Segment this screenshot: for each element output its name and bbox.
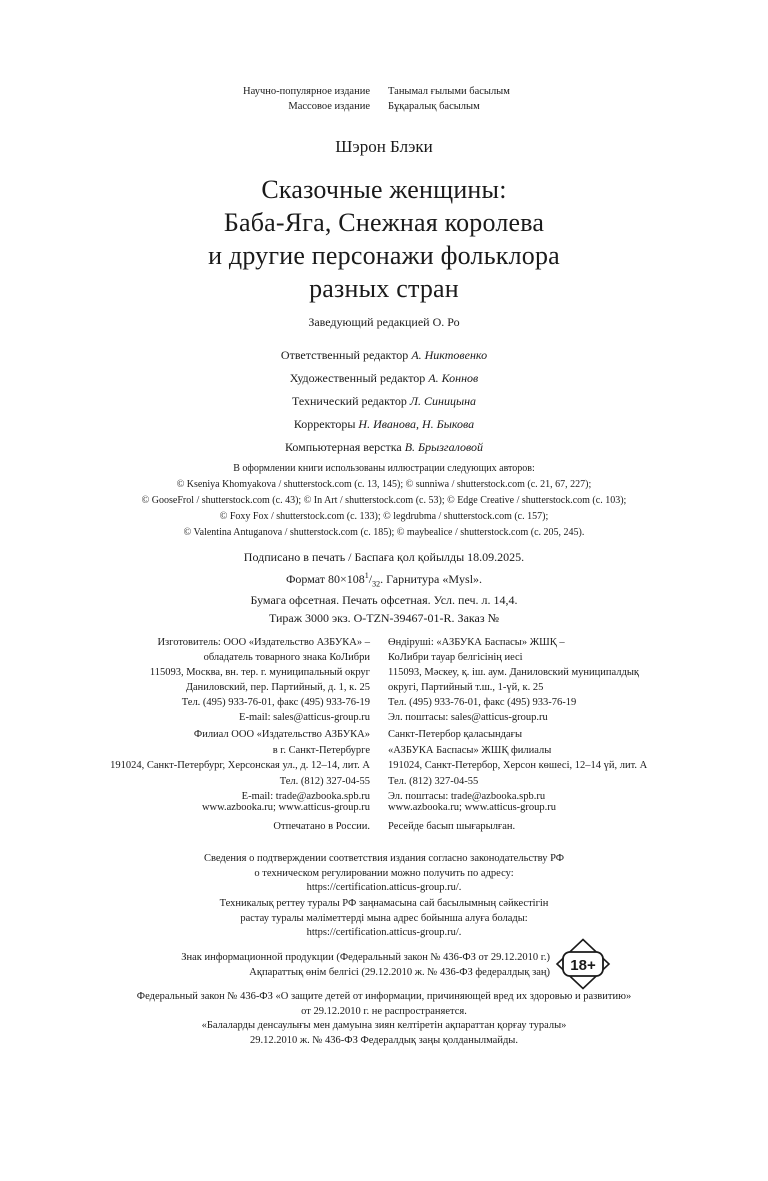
certification-kz-line: Техникалық реттеу туралы РФ заңнамасына сай басылымның сәйкестігін	[219, 898, 549, 909]
credit-line: В оформлении книги использованы иллюстрации следующих авторов:	[233, 463, 535, 474]
series-type-ru	[150, 85, 370, 114]
manufacturer-ru-line: 115093, Москва, вн. тер. г. муниципальный округ	[149, 667, 370, 678]
manufacturer-kz-line: Эл. поштасы: sales@atticus-group.ru	[388, 712, 548, 723]
staff-name: А. Коннов	[428, 371, 479, 385]
staff-role: Художественный редактор	[289, 371, 426, 385]
branch-ru-line: 191024, Санкт-Петербург, Херсонская ул., д. 12–14, лит. А	[110, 760, 370, 771]
credit-line: © GooseFrol / shutterstock.com (с. 43); © In Art / shutterstock.com (с. 53); © Edge Creative / shutterstock.com (с. 103);	[141, 495, 627, 506]
series-type-ru-line: Массовое издание	[288, 100, 370, 112]
series-type-ru-line: Научно-популярное издание	[243, 86, 370, 97]
manufacturer-kz	[388, 635, 718, 725]
manufacturer-kz-line: 115093, Мәскеу, қ. іш. аум. Даниловский муниципалдық	[388, 667, 639, 678]
certification-ru-line: о техническом регулировании можно получить по адресу:	[254, 867, 514, 879]
staff-line	[0, 367, 768, 390]
credit-line: © Valentina Antuganova / shutterstock.com (с. 185); © maybealice / shutterstock.com (с. 205, 245).	[183, 527, 585, 538]
manufacturer-ru-line: E-mail: sales@atticus-group.ru	[239, 712, 370, 723]
format-line: Формат $80\times 108^1/_{32}$. Гарнитура «Mysl».	[285, 570, 483, 588]
illustration-credits	[0, 461, 768, 541]
head-editor: Заведующий редакцией О. Ро	[308, 315, 460, 329]
law-notice	[0, 990, 768, 1048]
info-mark-line: Знак информационной продукции (Федеральный закон № 436-ФЗ от 29.12.2010 г.)	[181, 952, 550, 963]
book-title	[0, 173, 768, 305]
branch-kz-line: Эл. поштасы: trade@azbooka.spb.ru	[388, 791, 546, 802]
branch-kz-line: Санкт-Петербор қаласындағы	[388, 729, 522, 740]
branch-kz	[388, 727, 718, 805]
format-fraction-numerator: 1	[364, 570, 369, 580]
series-type-kz	[388, 85, 608, 114]
age-rating-text: 18+	[570, 957, 596, 974]
certification-kz	[0, 897, 768, 941]
staff-line	[0, 436, 768, 459]
staff-role: Технический редактор	[291, 394, 407, 408]
staff-line	[0, 413, 768, 436]
staff-line	[0, 390, 768, 413]
info-mark-line: Ақпараттық өнім белгісі (29.12.2010 ж. № 436-ФЗ федералдық заң)	[249, 966, 550, 978]
certification-kz-line: https://certification.atticus-group.ru/.	[306, 927, 462, 938]
certification-ru-line: https://certification.atticus-group.ru/.	[306, 882, 462, 893]
staff-role: Ответственный редактор	[280, 348, 409, 362]
manufacturer-ru-line: Даниловский, пер. Партийный, д. 1, к. 25	[185, 682, 370, 693]
title-line: и другие персонажи фольклора	[208, 241, 560, 270]
manufacturer-ru-line: Тел. (495) 933-76-01, факс (495) 933-76-19	[181, 697, 370, 708]
law-line: от 29.12.2010 г. не распространяется.	[301, 1005, 467, 1017]
staff-role: Корректоры	[293, 417, 356, 431]
branch-kz-line: «АЗБУКА Баспасы» ЖШҚ филиалы	[388, 744, 552, 756]
manufacturer-kz-line: Өндіруші: «АЗБУКА Баспасы» ЖШҚ –	[388, 637, 565, 648]
manufacturer-kz-line: Тел. (495) 933-76-01, факс (495) 933-76-19	[388, 697, 577, 708]
manufacturer-ru-line: обладатель товарного знака КоЛибри	[203, 652, 370, 663]
format-suffix: . Гарнитура «Mysl».	[380, 571, 483, 586]
manufacturer-kz-line: КоЛибри тауар белгісінің иесі	[388, 652, 523, 663]
branch-ru-line: Тел. (812) 327-04-55	[279, 775, 370, 787]
branch-ru-line: в г. Санкт-Петербурге	[272, 744, 370, 756]
manufacturer-ru-line: Изготовитель: ООО «Издательство АЗБУКА» –	[157, 637, 370, 648]
staff-list	[0, 344, 768, 459]
age-rating-badge	[554, 938, 612, 990]
websites-kz: www.azbooka.ru; www.atticus-group.ru	[388, 802, 557, 813]
law-line: 29.12.2010 ж. № 436-ФЗ Федералдық заңы қолданылмайды.	[250, 1034, 518, 1046]
title-line: Баба-Яга, Снежная королева	[223, 208, 545, 237]
branch-ru-line: Филиал ООО «Издательство АЗБУКА»	[193, 729, 370, 740]
manufacturer-kz-line: округі, Партийный т.ш., 1-үй, к. 25	[388, 682, 544, 693]
branch-kz-line: 191024, Санкт-Петербор, Херсон көшесі, 12–14 үй, лит. А	[388, 760, 648, 771]
paper-line: Бумага офсетная. Печать офсетная. Усл. печ. л. 14,4.	[250, 593, 518, 608]
staff-name: Н. Иванова, Н. Быкова	[358, 417, 475, 431]
branch-ru	[40, 727, 370, 805]
certification-kz-line: растау туралы мәліметтерді мына адрес бойынша алуға болады:	[240, 912, 528, 924]
manufacturer-ru	[60, 635, 370, 725]
series-type-kz-line: Бұқаралық басылым	[388, 100, 480, 112]
staff-name: В. Брызгаловой	[404, 440, 484, 454]
printed-kz: Ресейде басып шығарылған.	[388, 821, 516, 832]
law-line: Федеральный закон № 436-ФЗ «О защите детей от информации, причиняющей вред их здоровью и развитию»	[136, 991, 632, 1002]
info-mark	[80, 951, 550, 980]
format-fraction-denominator: 32	[372, 578, 381, 588]
credit-line: © Foxy Fox / shutterstock.com (с. 133); © legdrubma / shutterstock.com (с. 157);	[219, 511, 549, 522]
credit-line: © Kseniya Khomyakova / shutterstock.com (с. 13, 145); © sunniwa / shutterstock.com (с. 21, 67, 227);	[176, 479, 592, 490]
author-name: Шэрон Блэки	[335, 137, 433, 156]
websites-ru: www.azbooka.ru; www.atticus-group.ru	[201, 802, 370, 813]
branch-ru-line: E-mail: trade@azbooka.spb.ru	[241, 791, 370, 802]
law-line: «Балаларды денсаулығы мен дамуына зиян келтіретін ақпараттан қорғау туралы»	[201, 1020, 567, 1031]
age-rating-octagon-icon	[554, 938, 612, 990]
staff-role: Компьютерная верстка	[284, 440, 402, 454]
certification-ru-line: Сведения о подтверждении соответствия издания согласно законодательству РФ	[203, 853, 565, 864]
staff-name: Л. Синицына	[409, 394, 477, 408]
run-line: Тираж 3000 экз. O-TZN-39467-01-R. Заказ №	[268, 610, 500, 625]
print-info	[0, 549, 768, 627]
series-type-kz-line: Танымал ғылыми басылым	[388, 86, 510, 97]
title-line: разных стран	[309, 274, 459, 303]
signed-date: Подписано в печать / Баспаға қол қойылды 18.09.2025.	[243, 550, 525, 564]
certification-ru	[0, 852, 768, 896]
staff-line	[0, 344, 768, 367]
branch-kz-line: Тел. (812) 327-04-55	[388, 775, 479, 787]
staff-name: А. Никтовенко	[411, 348, 488, 362]
printed-ru: Отпечатано в России.	[273, 821, 370, 832]
format-prefix: Формат 80×108	[285, 571, 365, 586]
title-line: Сказочные женщины:	[261, 175, 507, 204]
